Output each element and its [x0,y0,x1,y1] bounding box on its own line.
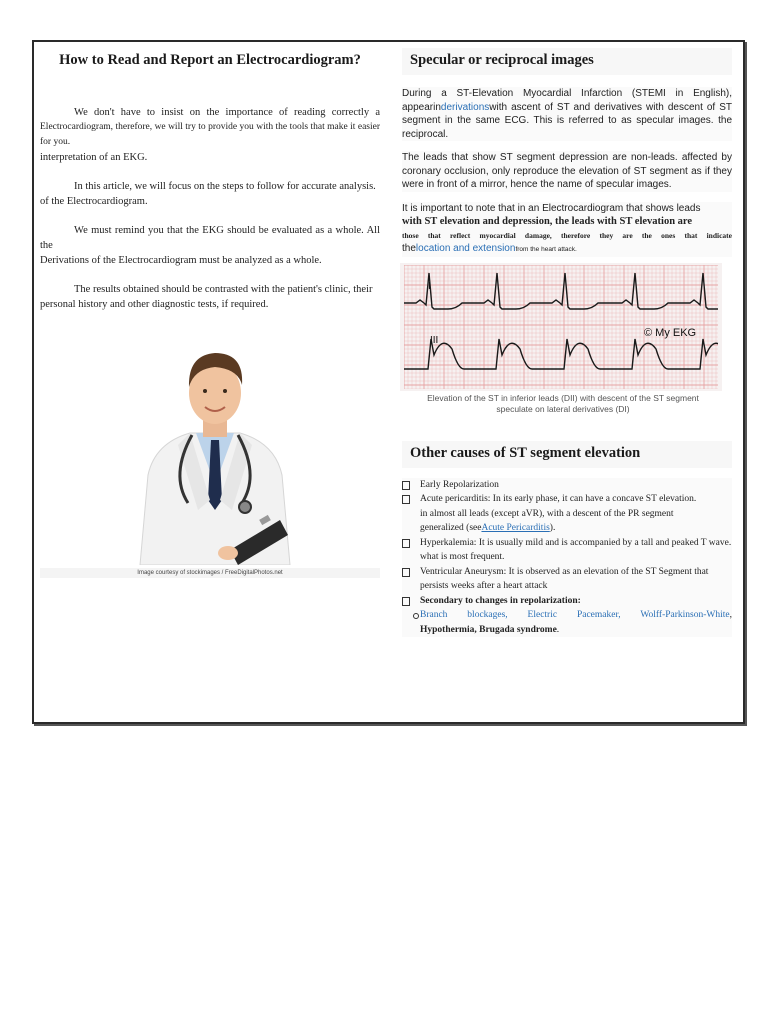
intro-line-1: We don't have to insist on the importance of reading correctly a [74,107,380,118]
hypothermia-brugada-text: Hypothermia, Brugada syndrome [420,624,557,635]
cause-pericarditis-line-2: in almost all leads (except aVR), with a descent of the PR segment [420,508,674,519]
specular-p3-line-3: those that reflect myocardial damage, therefore they are the ones that indicate [402,230,732,240]
specular-section-title: Specular or reciprocal images [410,52,594,68]
cause-aneurysm-line-1: Ventricular Aneurysm: It is observed as an elevation of the ST Segment that [420,566,709,577]
focus-line-2: of the Electrocardiogram. [40,196,148,207]
ecg-caption-line-2: speculate on lateral derivatives (DI) [496,403,630,414]
acute-pericarditis-link[interactable]: Acute Pericarditis [481,523,550,533]
results-line-2: personal history and other diagnostic tests, if required. [40,299,269,310]
reminder-paragraph [40,223,380,268]
sub-list-item [402,608,732,637]
list-item [402,565,732,594]
cause-pericarditis-line-3-end: ). [549,523,556,533]
cause-hyperkalemia-line-1: Hyperkalemia: It is usually mild and is accompanied by a tall and peaked T wave. [420,537,732,548]
focus-paragraph [40,179,380,209]
article-title: How to Read and Report an Electrocardiogram? [59,52,361,68]
cause-hyperkalemia-line-2: what is most frequent. [420,552,505,562]
intro-paragraph [40,105,380,165]
specular-p1-text: During a ST-Elevation Myocardial Infarction (STEMI in English), appearin [402,88,732,113]
list-item [402,492,732,536]
intro-line-3: interpretation of an EKG. [40,152,148,163]
specular-paragraph-2: The leads that show ST segment depression are non-leads. affected by coronary occlusion, only reproduce the elevation of ST segment as if they were in front of a mirror, hence the name of specular images. [402,152,732,190]
specular-p1-text-end: with ascent of ST and derivatives with descent of ST segment in the same ECG. This is referred to as specular images. the reciprocal. [402,101,732,140]
checkbox-bullet-icon [402,539,410,548]
photo-caption: Image courtesy of stockimages / FreeDigitalPhotos.net [40,568,380,578]
branch-blockages-link[interactable]: Branch blockages [420,610,506,620]
ecg-trace-lead-i [404,273,718,309]
ecg-figure [400,263,722,391]
sub-end-period: . [556,624,560,635]
reminder-line-2: Derivations of the Electrocardiogram must be analyzed as a whole. [40,255,322,266]
derivations-link[interactable]: derivations [440,101,490,113]
causes-list [402,478,732,638]
sub-separator-2: , [618,610,641,620]
document-page [32,40,745,724]
ecg-trace-lead-iii [404,339,718,369]
cause-secondary-repolarization: Secondary to changes in repolarization: [420,595,581,606]
reminder-line-1: We must remind you that the EKG should be evaluated as a whole. All the [40,225,380,251]
specular-title-bar [402,48,732,75]
circle-bullet-icon [413,613,419,619]
cause-pericarditis-line-3: generalized (see [420,523,482,533]
specular-p3-line-4-end: from the heart attack. [515,246,577,253]
intro-line-2: Electrocardiogram, therefore, we will try to provide you with the tools that make it easier for you. [40,122,380,147]
list-item [402,536,732,565]
right-column [402,48,732,637]
checkbox-bullet-icon [402,597,410,606]
ecg-strip [404,265,718,389]
ecg-lead-label-i: I [428,280,431,292]
focus-line-1: In this article, we will focus on the steps to follow for accurate analysis. [74,181,376,192]
doctor-photo [110,325,320,565]
doctor-illustration [110,325,320,565]
ecg-lead-label-iii: III [430,334,439,346]
location-extension-link[interactable]: location and extension [415,243,516,254]
specular-paragraph-3 [402,202,732,257]
results-line-1: The results obtained should be contrasted with the patient's clinic, their [74,284,373,295]
specular-p3-line-2: with ST elevation and depression, the leads with ST elevation are [402,216,693,227]
wolff-parkinson-white-link[interactable]: Wolff-Parkinson-White [640,610,730,620]
list-item [402,478,732,493]
left-column [40,50,380,576]
sub-separator-1: , [505,610,528,620]
specular-p3-line-4: the [402,243,416,254]
specular-paragraph-1 [402,87,732,141]
specular-p3-line-1: It is important to note that in an Electrocardiogram that shows leads [402,202,701,214]
ecg-caption-line-1: Elevation of the ST in inferior leads (DII) with descent of the ST segment [427,392,699,403]
checkbox-bullet-icon [402,481,410,490]
ecg-caption [402,393,724,415]
list-item [402,594,732,609]
cause-pericarditis-line-1: Acute pericarditis: In its early phase, it can have a concave ST elevation. [420,494,697,504]
causes-title-bar [402,441,732,468]
causes-section-title: Other causes of ST segment elevation [410,444,641,461]
electric-pacemaker-link[interactable]: Electric Pacemaker [527,610,619,620]
checkbox-bullet-icon [402,495,410,504]
checkbox-bullet-icon [402,568,410,577]
cause-early-repolarization: Early Repolarization [420,479,499,490]
results-paragraph [40,282,380,312]
sub-separator-3: , [729,610,732,620]
ecg-watermark: © My EKG [644,326,697,339]
cause-aneurysm-line-2: persists weeks after a heart attack [420,581,548,591]
